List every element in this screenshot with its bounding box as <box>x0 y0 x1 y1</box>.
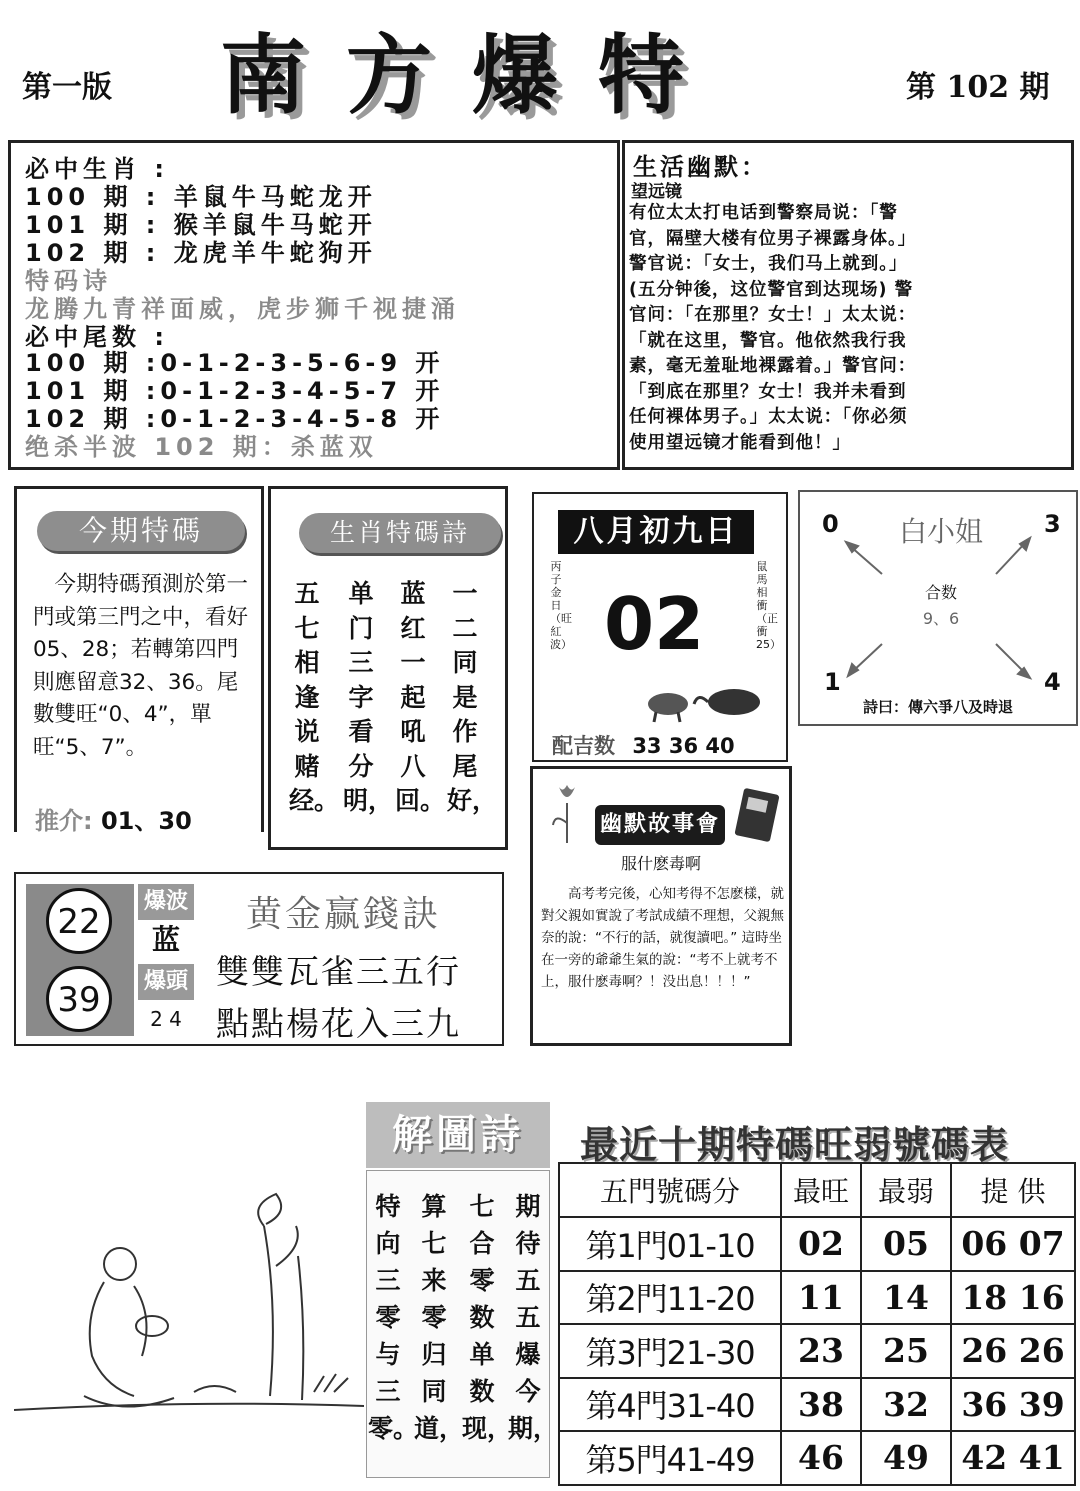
poem-line: 龙腾九青祥面威，虎步狮千视捷涌 <box>25 295 460 323</box>
humor-line: 有位太太打电话到警察局说：「警 <box>629 203 898 223</box>
gold-line: 雙雙瓦雀三五行 <box>216 952 461 991</box>
head-label: 爆頭 <box>138 964 194 1000</box>
zodiac-heading: 必中生肖 : <box>25 155 169 183</box>
humor-line: 「就在这里，警官。他依然我行我 <box>629 330 907 351</box>
head-value: 2 4 <box>150 1007 182 1031</box>
zodiac-poem-column: 单门三字看分明， <box>343 579 394 815</box>
calendar-panel <box>532 492 788 762</box>
humor-line: 「到底在那里？女士！我并未看到 <box>629 381 907 402</box>
poem-column: 七合零数单数现， <box>462 1192 513 1443</box>
zodiac-row: 101 期 : 猴羊鼠牛马蛇开 <box>25 211 377 239</box>
min-cell: 14 <box>861 1271 951 1325</box>
table-row <box>559 1378 1075 1432</box>
provide-cell: 42 41 <box>951 1431 1075 1485</box>
humor-line: 官问：「在那里？女士！」太太说： <box>629 305 917 325</box>
table-row <box>559 1217 1075 1271</box>
door-cell: 第5門41-49 <box>559 1431 781 1485</box>
table-header-cell: 最弱 <box>861 1163 951 1217</box>
half-wave-line: 绝杀半波 102 期：杀蓝双 <box>25 433 378 461</box>
max-cell: 11 <box>781 1271 861 1325</box>
calendar-right-note: 鼠馬相衝（正衝25） <box>756 560 781 651</box>
poem-column: 算七来零归同道， <box>414 1192 465 1443</box>
gold-panel <box>14 872 504 1046</box>
table-header-cell: 五門號碼分 <box>559 1163 781 1217</box>
story-banner: 幽默故事會 <box>595 805 725 845</box>
issue-number: 第 102 期 <box>906 70 1050 105</box>
table-header-row <box>559 1163 1075 1217</box>
sum-label: 合数 <box>924 583 957 602</box>
max-cell: 02 <box>781 1217 861 1271</box>
humor-title: 生活幽默： <box>633 153 768 181</box>
zodiac-poem-column: 蓝红一起吼八回。 <box>395 579 446 815</box>
max-cell: 23 <box>781 1324 861 1378</box>
provide-cell: 36 39 <box>951 1378 1075 1432</box>
calendar-date: 八月初九日 <box>558 510 754 554</box>
calendar-left-note: 丙子金日（旺紅波） <box>550 560 572 651</box>
humor-line: 官，隔壁大楼有位男子裸露身体。」 <box>629 228 917 249</box>
special-code-text: 今期特碼預測於第一門或第三門之中，看好05、28；若轉第四門則應留意32、36。尾數雙旺“0、4”，單旺“5、7”。 <box>33 572 249 760</box>
poem-header: 解圖詩 <box>366 1102 550 1168</box>
zodiac-row: 102 期 : 龙虎羊牛蛇狗开 <box>25 239 377 267</box>
zodiac-poem-panel <box>268 486 508 850</box>
max-cell: 46 <box>781 1431 861 1485</box>
provide-cell: 18 16 <box>951 1271 1075 1325</box>
ball-number: 22 <box>46 888 112 954</box>
tail-row: 102 期 :0-1-2-3-4-5-8 开 <box>25 405 445 433</box>
humor-subtitle: 望远镜 <box>631 182 682 202</box>
door-cell: 第3門21-30 <box>559 1324 781 1378</box>
zodiac-poem-column: 一二同是作尾好， <box>447 579 498 815</box>
min-cell: 05 <box>861 1217 951 1271</box>
corner-number: 0 <box>822 510 839 538</box>
recommend-value: 01、30 <box>100 807 192 835</box>
gold-title: 黄金赢錢訣 <box>246 894 442 935</box>
zodiac-poem-header: 生肖特碼詩 <box>299 513 501 553</box>
recommend-line <box>35 801 192 836</box>
story-text: 高考考完後，心知考得不怎麽樣，就對父親如實說了考試成績不理想，父親無奈的說：“不行的話，就復讀吧。” 這時坐在一旁的爺爺生氣的說：“考不上就考不上，服什麽毒啊？！没出息！！！” <box>541 886 784 990</box>
corner-number: 4 <box>1044 668 1061 696</box>
humor-panel <box>622 140 1074 470</box>
bai-xiaojie-panel <box>798 490 1078 726</box>
calendar-number: 02 <box>604 582 705 666</box>
tulip-icon <box>547 773 587 843</box>
door-cell: 第4門31-40 <box>559 1378 781 1432</box>
poem-heading: 特码诗 <box>25 267 112 295</box>
min-cell: 25 <box>861 1324 951 1378</box>
corner-number: 3 <box>1044 510 1061 538</box>
tail-heading: 必中尾数 : <box>25 323 169 351</box>
wave-value: 蓝 <box>151 923 180 956</box>
table-row <box>559 1271 1075 1325</box>
poem-panel <box>366 1102 559 1480</box>
ball-number: 39 <box>46 966 112 1032</box>
table-title: 最近十期特碼旺弱號碼表 <box>580 1123 1010 1167</box>
corner-number: 1 <box>824 668 841 696</box>
provide-cell: 06 07 <box>951 1217 1075 1271</box>
sum-value: 9、6 <box>922 609 960 628</box>
humor-body <box>629 201 1069 456</box>
tail-row: 101 期 :0-1-2-3-4-5-7 开 <box>25 377 445 405</box>
humor-line: 任何裸体男子。」太太说：「你必须 <box>629 407 908 427</box>
code-table <box>558 1162 1076 1486</box>
max-cell: 38 <box>781 1378 861 1432</box>
table-header-cell: 最旺 <box>781 1163 861 1217</box>
table-row <box>559 1324 1075 1378</box>
bai-footer: 詩曰：傳六爭八及時退 <box>862 698 1013 716</box>
tail-row: 100 期 :0-1-2-3-5-6-9 开 <box>25 349 445 377</box>
wave-label: 爆波 <box>138 884 194 920</box>
bai-title: 白小姐 <box>898 515 983 548</box>
special-code-panel <box>14 486 264 835</box>
table-header-cell: 提 供 <box>951 1163 1075 1217</box>
door-cell: 第1門01-10 <box>559 1217 781 1271</box>
table-row <box>559 1431 1075 1485</box>
zodiac-poem-column: 五七相逢说赌经。 <box>289 579 340 815</box>
humor-line: 使用望远镜才能看到他！」 <box>629 432 851 453</box>
humor-line: 素，毫无羞耻地裸露着。」警官问： <box>629 356 917 376</box>
humor-line: 警官说：「女士，我们马上就到。」 <box>629 254 908 274</box>
door-cell: 第2門11-20 <box>559 1271 781 1325</box>
story-title: 服什麽毒啊 <box>620 854 701 873</box>
lucky-numbers: 33 36 40 <box>632 734 735 758</box>
humor-line: (五分钟後，这位警官到达现场) 警 <box>629 279 914 300</box>
gold-line: 點點楊花入三九 <box>216 1004 461 1043</box>
animals-illustration <box>642 682 772 726</box>
min-cell: 49 <box>861 1431 951 1485</box>
lucky-numbers-line <box>552 730 735 760</box>
book-icon <box>731 785 785 845</box>
zodiac-row: 100 期 : 羊鼠牛马蛇龙开 <box>25 183 377 211</box>
prediction-panel <box>8 140 620 470</box>
farmer-illustration <box>14 1186 364 1436</box>
special-code-header: 今期特碼 <box>37 511 245 551</box>
provide-cell: 26 26 <box>951 1324 1075 1378</box>
story-panel <box>530 766 792 1046</box>
masthead-title: 南方爆特 <box>220 25 724 126</box>
min-cell: 32 <box>861 1378 951 1432</box>
recommend-label: 推介: <box>35 807 93 835</box>
edition-label: 第一版 <box>22 70 112 105</box>
poem-column: 特向三零与三零。 <box>368 1192 419 1443</box>
lucky-label: 配吉数 <box>552 734 615 758</box>
poem-column: 期待五五爆今期， <box>508 1192 559 1443</box>
